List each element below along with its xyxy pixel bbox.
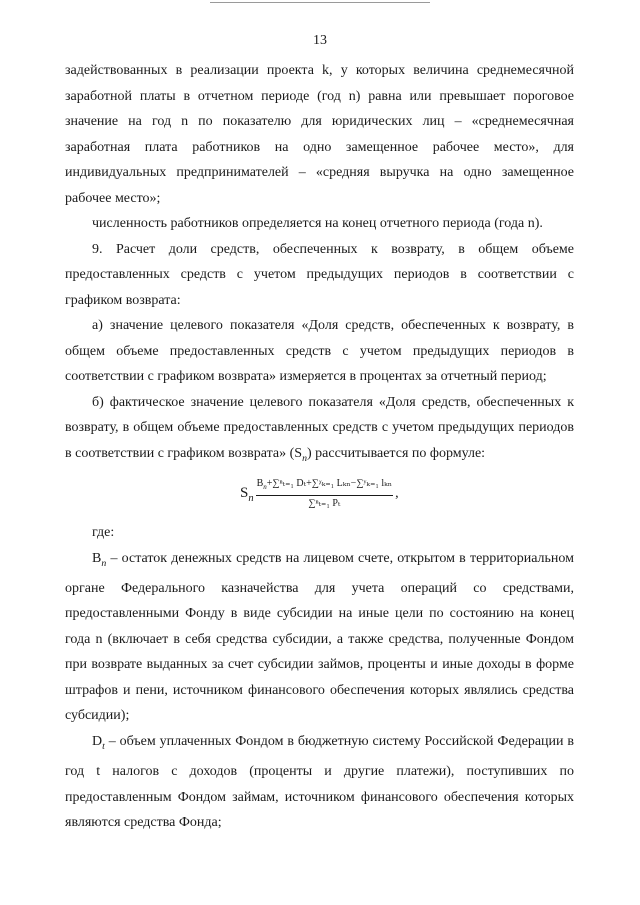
p7-text: – остаток денежных средств на лицевом счете, открытом в территориальном органе Федерального казначейства для учета операций со средствами, предоставленными Фонду в виде субсидии на иные цели по состоянию на конец года n (включает в себя средства субсидии, а также средства, полученные Фондом при возврате выданных за счет субсидии займов, проценты и иные доходы в форме штрафов и пени, источником финансового обеспечения которых являлись средства субсидии);: [65, 550, 574, 724]
paragraph-p4: а) значение целевого показателя «Доля средств, обеспеченных к возврату, в общем объеме предоставленных средств с учетом предыдущих периодов в соответствии с графиком возврата» измеряется в процентах за отчетный период;: [65, 318, 574, 384]
formula: [240, 472, 480, 516]
p8-sub: t: [102, 740, 105, 752]
paragraph-p6: где:: [92, 525, 115, 540]
p8-symbol: D: [92, 733, 103, 749]
formula-denominator: ∑ⁿₜ₌₁ Pₜ: [308, 498, 341, 509]
p5-text-after: ) рассчитывается по формуле:: [307, 445, 486, 461]
p7-sub: n: [101, 557, 107, 569]
paragraph-p3: 9. Расчет доли средств, обеспеченных к возврату, в общем объеме предоставленных средств с учетом предыдущих периодов в соответствии с графиком возврата:: [65, 241, 574, 308]
formula-numerator: $B_n+\sum^n_{t=1}$ Dₜ+∑ᵡₖ₌₁ Lₖₙ−∑ʸₖ₌₁ lₖₙ: [256, 477, 394, 496]
p5-sub: n: [302, 452, 307, 464]
p5-text-before: б) фактическое значение целевого показателя «Доля средств, обеспеченных к возврату, в общем объеме предоставленных средств с учетом предыдущих периодов в соответствии с графиком возврата» (S: [65, 394, 574, 461]
paragraph-p5: [65, 390, 574, 471]
p8-text: – объем уплаченных Фондом в бюджетную систему Российской Федерации в год t налогов с доходов (проценты и другие платежи), поступивших по предоставленным Фондом займам, источником финансового обеспечения которых являются средства Фонда;: [65, 733, 574, 831]
formula-fraction: [256, 477, 394, 511]
paragraph-p8: [65, 729, 574, 836]
p7-symbol: B: [92, 550, 102, 566]
paragraph-block-2: [65, 520, 574, 836]
top-rule: [210, 2, 430, 3]
paragraph-p7: [65, 546, 574, 729]
formula-lhs: $S_n$: [240, 484, 254, 504]
paragraph-p2: численность работников определяется на конец отчетного периода (года n).: [92, 216, 543, 231]
formula-comma: ,: [395, 486, 399, 501]
paragraph-block-1: [65, 58, 574, 471]
paragraph-p1: задействованных в реализации проекта k, у которых величина среднемесячной заработной платы в отчетном периоде (год n) равна или превышает пороговое значение на год n по показателю для юридических лиц – «среднемесячная заработная плата работников на одно замещенное рабочее место», для индивидуальных предпринимателей – «средняя выручка на одно замещенное рабочее место»;: [65, 63, 574, 206]
page-number: 13: [313, 33, 327, 48]
